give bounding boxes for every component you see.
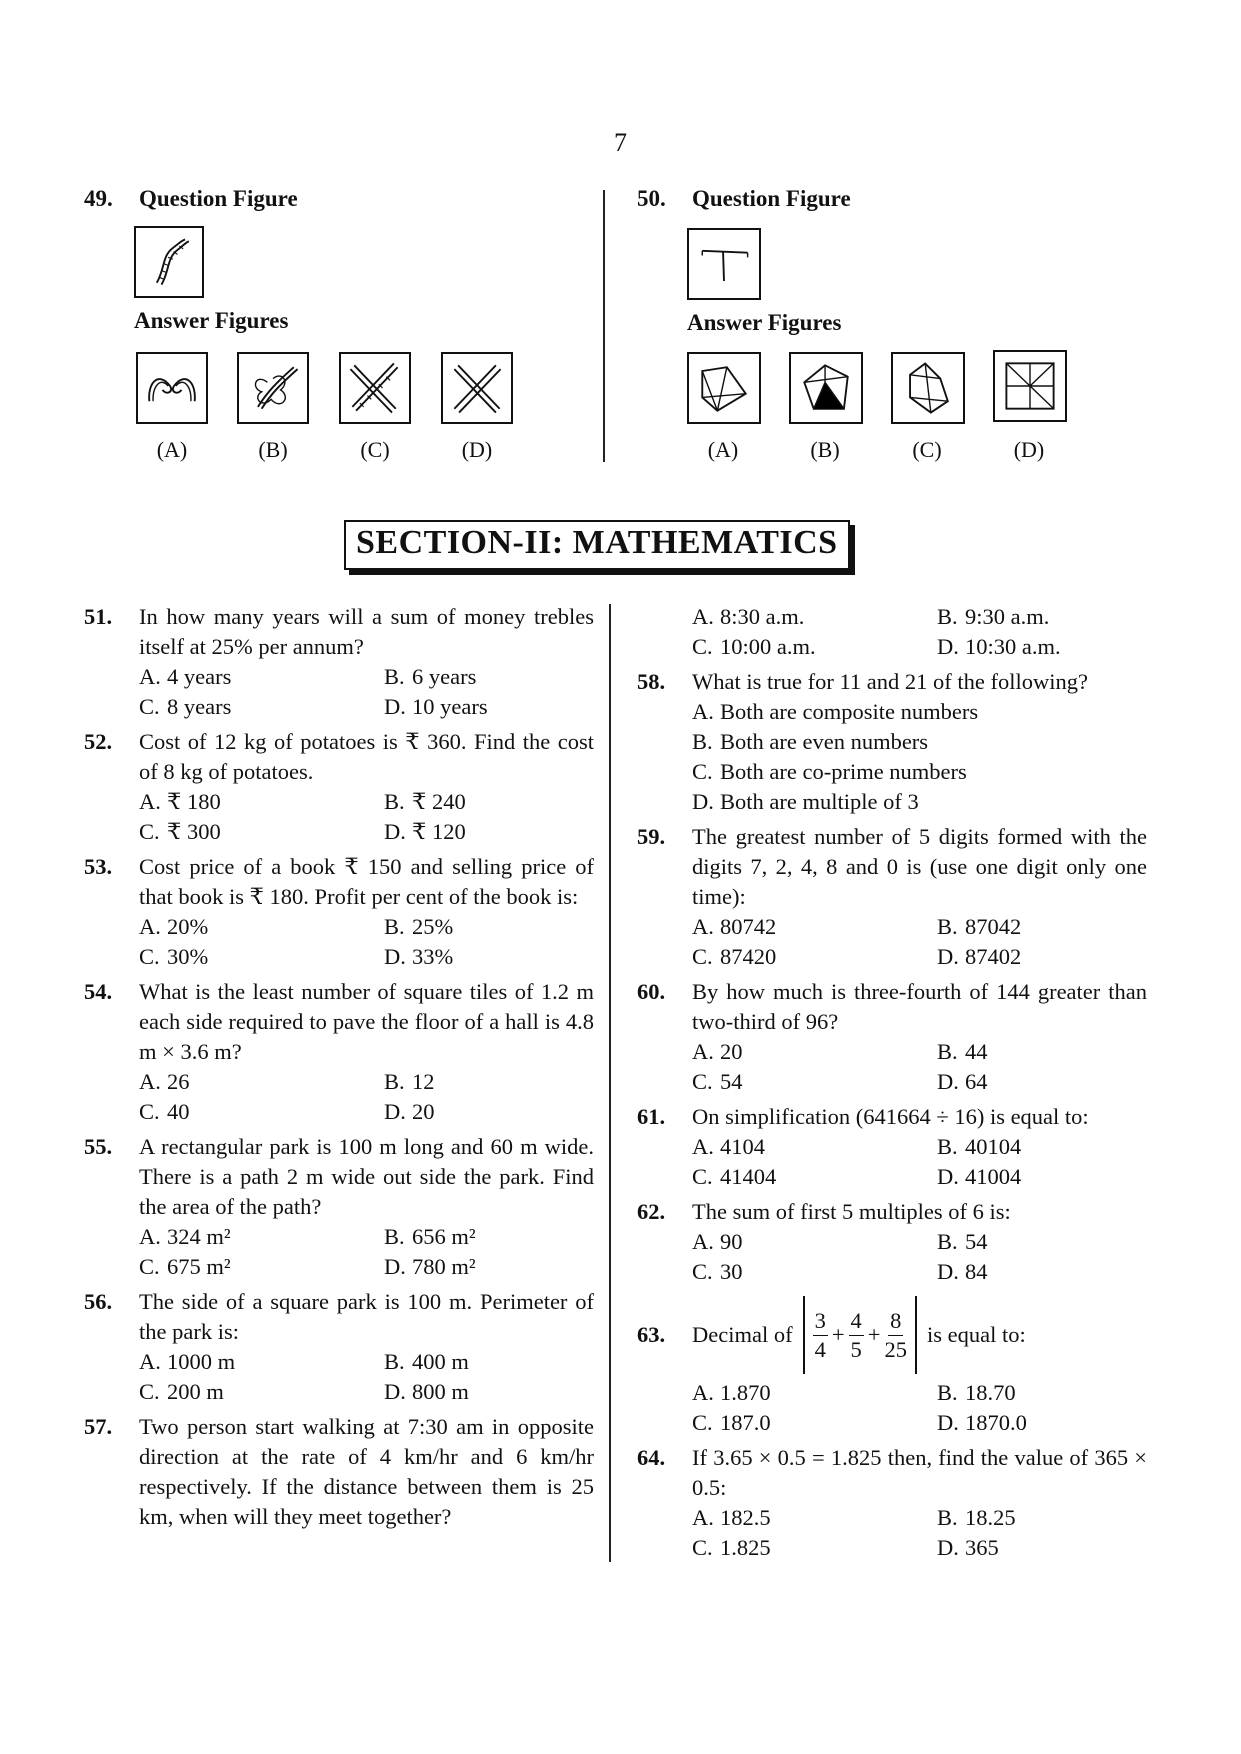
answer-figure-b[interactable] xyxy=(789,352,863,424)
right-column xyxy=(637,602,1147,1568)
question-number: 63. xyxy=(637,1322,666,1347)
answer-figure-c[interactable] xyxy=(339,352,411,424)
question-text-after: is equal to: xyxy=(927,1322,1026,1347)
option-d[interactable]: D. 1870.0 xyxy=(937,1410,1027,1435)
question-number: 61. xyxy=(637,1104,666,1129)
option-b[interactable]: B. 87042 xyxy=(937,914,1022,939)
option-b[interactable]: B. 18.25 xyxy=(937,1505,1016,1530)
question-59 xyxy=(637,822,1147,972)
option-c[interactable]: C. 30% xyxy=(139,944,209,969)
question-50 xyxy=(637,186,1157,462)
fraction-2: $\frac{4}{5}$ xyxy=(850,1307,862,1362)
option-a[interactable]: A. 1.870 xyxy=(692,1380,771,1405)
option-c[interactable]: C. 10:00 a.m. xyxy=(692,634,816,659)
question-number: 59. xyxy=(637,824,666,849)
question-number: 60. xyxy=(637,979,666,1004)
answer-figure-b[interactable] xyxy=(237,352,309,424)
option-d[interactable]: D. 84 xyxy=(937,1259,988,1284)
option-label-c: (C) xyxy=(912,437,942,462)
option-a[interactable]: A. 26 xyxy=(139,1069,190,1094)
question-text: On simplification (641664 ÷ 16) is equal to: xyxy=(692,1104,1089,1129)
option-c[interactable]: C. Both are co-prime numbers xyxy=(692,759,967,784)
section-title: SECTION-II: MATHEMATICS xyxy=(344,520,850,570)
option-c[interactable]: C. 54 xyxy=(692,1069,743,1094)
answer-figure-d[interactable] xyxy=(993,350,1067,422)
option-c[interactable]: C. 200 m xyxy=(139,1379,224,1404)
fraction-bracket xyxy=(803,1296,917,1374)
left-column xyxy=(84,602,594,1537)
question-figure-label: Question Figure xyxy=(692,186,851,211)
option-label-d: (D) xyxy=(461,437,493,462)
option-c[interactable]: C. ₹ 300 xyxy=(139,819,221,844)
plain-cross-figure xyxy=(443,354,511,422)
question-55 xyxy=(84,1132,594,1282)
crossed-bars-figure xyxy=(341,354,409,422)
question-text: The sum of first 5 multiples of 6 is: xyxy=(692,1199,1011,1224)
answer-figure-a[interactable] xyxy=(136,352,208,424)
option-a[interactable]: A. 4104 xyxy=(692,1134,765,1159)
option-label-a: (A) xyxy=(156,437,188,462)
question-text: The greatest number of 5 digits formed with the digits 7, 2, 4, 8 and 0 is (use one digit only one time): xyxy=(692,824,1147,909)
option-b[interactable]: B. 44 xyxy=(937,1039,988,1064)
option-b[interactable]: B. 400 m xyxy=(384,1349,469,1374)
option-c[interactable]: C. 30 xyxy=(692,1259,743,1284)
option-c[interactable]: C. 8 years xyxy=(139,694,232,719)
option-d[interactable]: D. ₹ 120 xyxy=(384,819,466,844)
option-a[interactable]: A. Both are composite numbers xyxy=(692,699,979,724)
option-label-d: (D) xyxy=(1013,437,1045,462)
question-number: 54. xyxy=(84,979,113,1004)
option-b[interactable]: B. 656 m² xyxy=(384,1224,476,1249)
plus-sign: + xyxy=(867,1322,881,1347)
option-d[interactable]: D. 64 xyxy=(937,1069,988,1094)
question-54 xyxy=(84,977,594,1127)
option-c[interactable]: C. 40 xyxy=(139,1099,190,1124)
section-header xyxy=(344,520,850,570)
question-number: 52. xyxy=(84,729,113,754)
option-a[interactable]: A. 324 m² xyxy=(139,1224,231,1249)
polygon-b-figure xyxy=(791,354,861,422)
question-figure-box xyxy=(134,226,204,298)
option-a[interactable]: A. 90 xyxy=(692,1229,743,1254)
option-a[interactable]: A. 182.5 xyxy=(692,1505,771,1530)
option-d[interactable]: D. Both are multiple of 3 xyxy=(692,789,919,814)
question-text: What is the least number of square tiles of 1.2 m each side required to pave the floor of a hall is 4.8 m × 3.6 m? xyxy=(139,979,594,1064)
question-number: 55. xyxy=(84,1134,113,1159)
plus-sign: + xyxy=(831,1322,845,1347)
option-label-c: (C) xyxy=(360,437,390,462)
option-a[interactable]: A. 1000 m xyxy=(139,1349,236,1374)
question-text: In how many years will a sum of money trebles itself at 25% per annum? xyxy=(139,604,594,659)
option-d[interactable]: D. 780 m² xyxy=(384,1254,476,1279)
question-number: 62. xyxy=(637,1199,666,1224)
question-60 xyxy=(637,977,1147,1097)
question-64 xyxy=(637,1443,1147,1563)
question-52 xyxy=(84,727,594,847)
option-label-b: (B) xyxy=(258,437,288,462)
page-number: 7 xyxy=(614,128,627,157)
option-a[interactable]: A. 20% xyxy=(139,914,209,939)
option-d[interactable]: D. 10 years xyxy=(384,694,488,719)
coiled-rope-figure xyxy=(239,354,307,422)
option-a[interactable]: A. 8:30 a.m. xyxy=(692,604,805,629)
polygon-d-figure xyxy=(995,352,1065,420)
figure-divider xyxy=(603,190,605,462)
question-number: 49. xyxy=(84,186,113,211)
question-number: 58. xyxy=(637,669,666,694)
option-a[interactable]: A. 20 xyxy=(692,1039,743,1064)
s-curve-figure xyxy=(136,228,202,296)
option-d[interactable]: D. 87402 xyxy=(937,944,1022,969)
question-62 xyxy=(637,1197,1147,1287)
question-49 xyxy=(84,186,604,462)
option-a[interactable]: A. ₹ 180 xyxy=(139,789,221,814)
question-61 xyxy=(637,1102,1147,1192)
option-d[interactable]: D. 20 xyxy=(384,1099,435,1124)
option-d[interactable]: D. 41004 xyxy=(937,1164,1022,1189)
question-text: The side of a square park is 100 m. Perimeter of the park is: xyxy=(139,1289,594,1344)
question-56 xyxy=(84,1287,594,1407)
polygon-c-figure xyxy=(893,354,963,422)
question-number: 51. xyxy=(84,604,113,629)
option-b[interactable]: B. 40104 xyxy=(937,1134,1022,1159)
question-number: 53. xyxy=(84,854,113,879)
fraction-3: $\frac{8}{25}$ xyxy=(884,1307,907,1362)
option-d[interactable]: D. 33% xyxy=(384,944,454,969)
question-57-options xyxy=(637,602,1147,662)
question-number: 50. xyxy=(637,186,666,211)
option-label-b: (B) xyxy=(810,437,840,462)
option-label-a: (A) xyxy=(707,437,739,462)
question-number: 56. xyxy=(84,1289,113,1314)
option-b[interactable]: B. 9:30 a.m. xyxy=(937,604,1050,629)
question-text: What is true for 11 and 21 of the following? xyxy=(692,669,1088,694)
answer-figure-a[interactable] xyxy=(687,352,761,424)
option-c[interactable]: C. 87420 xyxy=(692,944,777,969)
question-text: A rectangular park is 100 m long and 60 m wide. There is a path 2 m wide out side the park. Find the area of the path? xyxy=(139,1134,594,1219)
question-text: Cost of 12 kg of potatoes is ₹ 360. Find the cost of 8 kg of potatoes. xyxy=(139,729,594,784)
option-b[interactable]: B. 25% xyxy=(384,914,454,939)
option-a[interactable]: A. 80742 xyxy=(692,914,777,939)
option-c[interactable]: C. 41404 xyxy=(692,1164,777,1189)
answer-figures-label: Answer Figures xyxy=(134,308,289,333)
option-c[interactable]: C. 1.825 xyxy=(692,1535,771,1560)
answer-figure-c[interactable] xyxy=(891,352,965,424)
question-figure-label: Question Figure xyxy=(139,186,298,211)
answer-figures-label: Answer Figures xyxy=(687,310,842,335)
polygon-a-figure xyxy=(689,354,759,422)
option-b[interactable]: B. 54 xyxy=(937,1229,988,1254)
option-a[interactable]: A. 4 years xyxy=(139,664,232,689)
option-b[interactable]: B. 18.70 xyxy=(937,1380,1016,1405)
question-text: By how much is three-fourth of 144 greater than two-third of 96? xyxy=(692,979,1147,1034)
twin-swans-figure xyxy=(138,354,206,422)
question-text: If 3.65 × 0.5 = 1.825 then, find the value of 365 × 0.5: xyxy=(692,1445,1147,1500)
option-d[interactable]: D. 365 xyxy=(937,1535,999,1560)
question-57 xyxy=(84,1412,594,1532)
column-divider xyxy=(609,604,611,1562)
question-58 xyxy=(637,667,1147,817)
question-number: 64. xyxy=(637,1445,666,1470)
question-51 xyxy=(84,602,594,722)
option-d[interactable]: D. 10:30 a.m. xyxy=(937,634,1061,659)
option-b[interactable]: B. 12 xyxy=(384,1069,435,1094)
option-b[interactable]: B. ₹ 240 xyxy=(384,789,466,814)
question-53 xyxy=(84,852,594,972)
question-number: 57. xyxy=(84,1414,113,1439)
option-b[interactable]: B. 6 years xyxy=(384,664,477,689)
option-c[interactable]: C. 675 m² xyxy=(139,1254,231,1279)
option-c[interactable]: C. 187.0 xyxy=(692,1410,771,1435)
question-text: Cost price of a book ₹ 150 and selling price of that book is ₹ 180. Profit per cent of the book is: xyxy=(139,854,594,909)
fraction-1: $\frac{3}{4}$ xyxy=(814,1307,826,1362)
question-63 xyxy=(637,1292,1147,1438)
t-shape-figure xyxy=(689,230,759,298)
question-figure-box xyxy=(687,228,761,300)
question-text: Two person start walking at 7:30 am in opposite direction at the rate of 4 km/hr and 6 km/hr respectively. If the distance between them is 25 km, when will they meet together? xyxy=(139,1414,594,1529)
option-d[interactable]: D. 800 m xyxy=(384,1379,469,1404)
option-b[interactable]: B. Both are even numbers xyxy=(692,729,929,754)
answer-figure-d[interactable] xyxy=(441,352,513,424)
question-text-before: Decimal of xyxy=(692,1322,793,1347)
